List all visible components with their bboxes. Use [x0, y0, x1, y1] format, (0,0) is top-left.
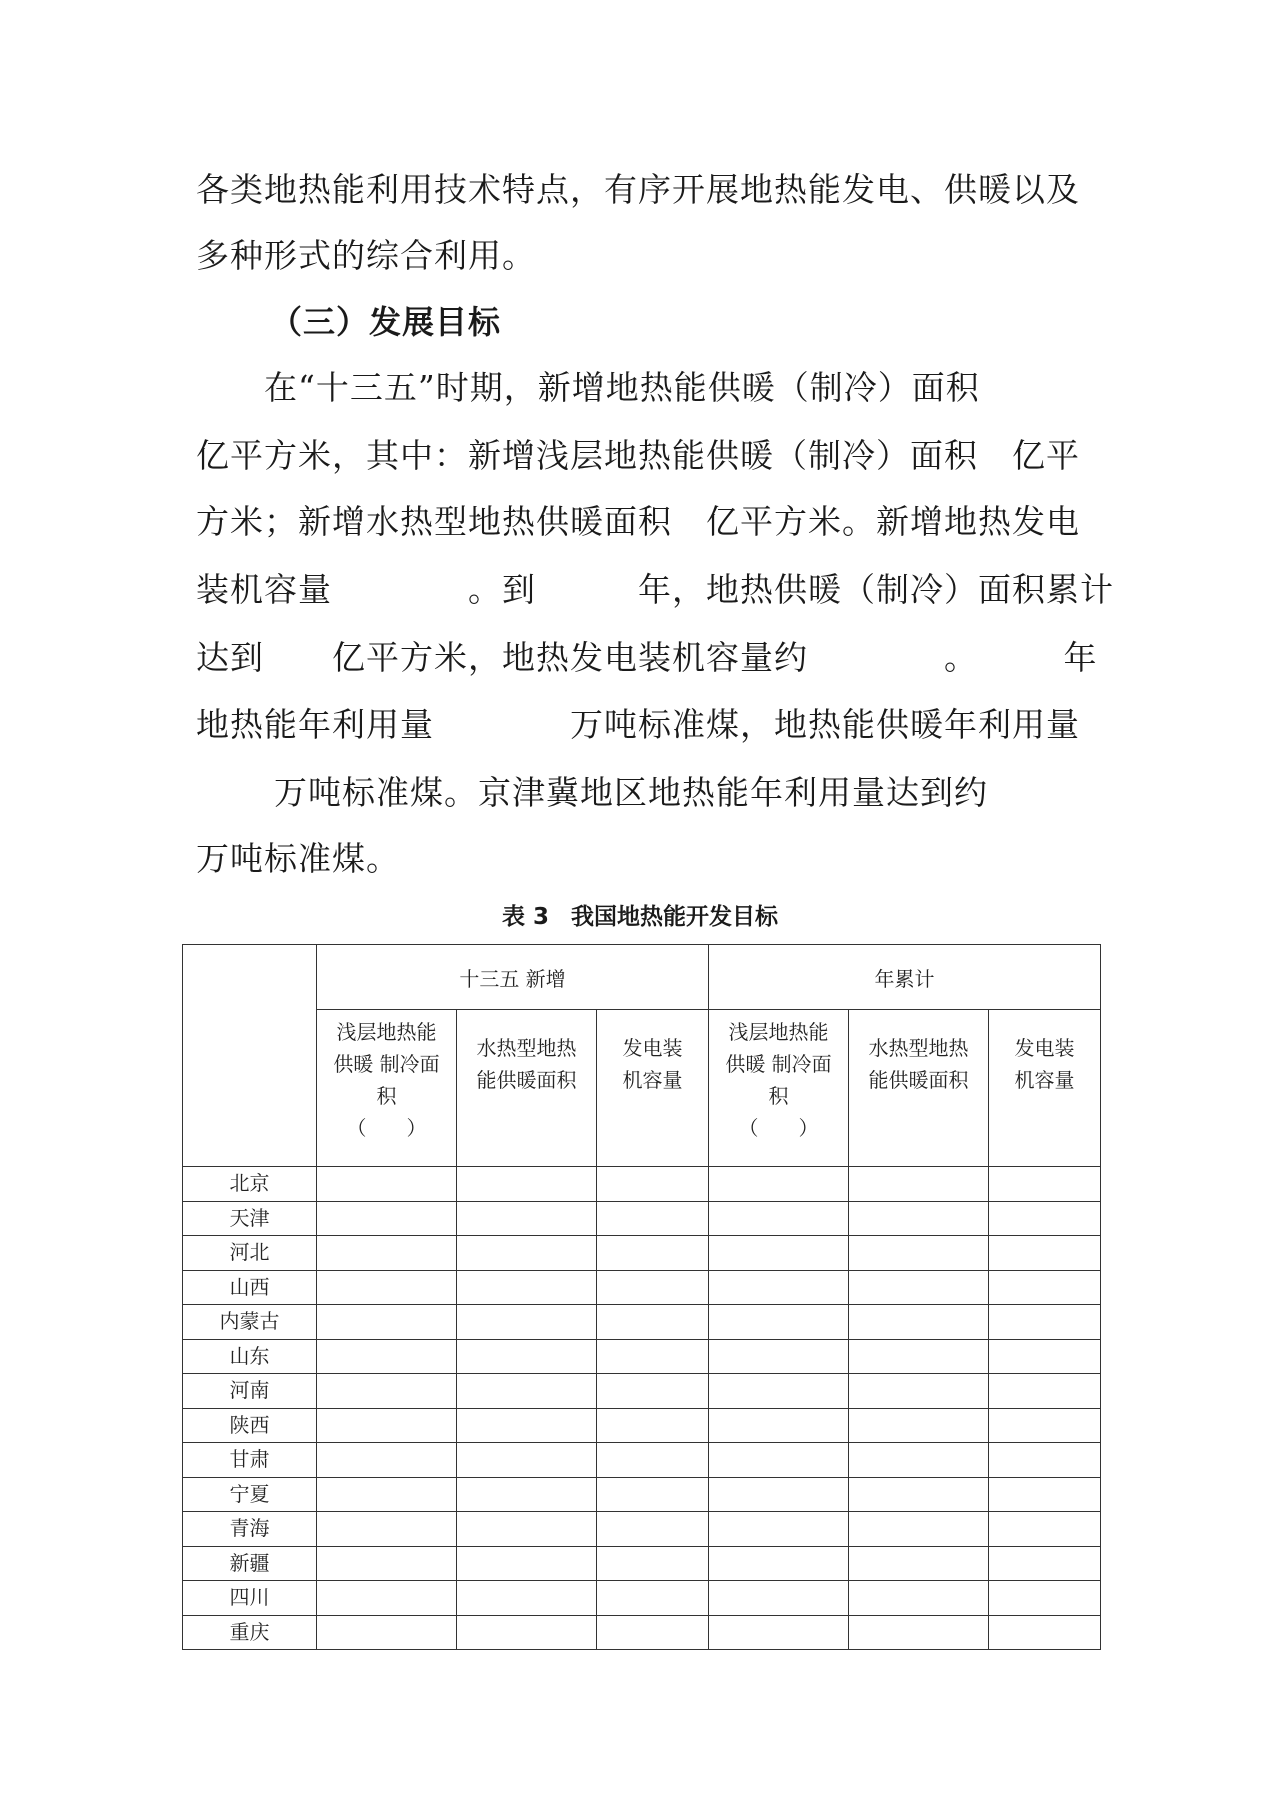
value-cell [709, 1512, 849, 1547]
region-cell: 甘肃 [183, 1443, 317, 1478]
group-header-new: 十三五 新增 [317, 945, 709, 1010]
region-cell: 河北 [183, 1236, 317, 1271]
table-row [183, 1477, 1101, 1512]
value-cell [849, 1408, 989, 1443]
value-cell [709, 1201, 849, 1236]
value-cell [849, 1581, 989, 1616]
value-cell [457, 1201, 597, 1236]
region-cell: 内蒙古 [183, 1305, 317, 1340]
value-cell [597, 1236, 709, 1271]
value-cell [849, 1615, 989, 1650]
value-cell [709, 1615, 849, 1650]
value-cell [989, 1477, 1101, 1512]
value-cell [457, 1270, 597, 1305]
value-cell [849, 1546, 989, 1581]
value-cell [709, 1408, 849, 1443]
value-cell [597, 1443, 709, 1478]
value-cell [709, 1339, 849, 1374]
value-cell [849, 1339, 989, 1374]
body-line-1: 各类地热能利用技术特点，有序开展地热能发电、供暖以及 [196, 170, 1080, 209]
value-cell [597, 1339, 709, 1374]
value-cell [317, 1408, 457, 1443]
body-line-2: 多种形式的综合利用。 [196, 236, 536, 275]
value-cell [849, 1270, 989, 1305]
sub-header-label: 发电装机容量 [622, 1036, 683, 1092]
table-row [183, 1236, 1101, 1271]
value-cell [317, 1581, 457, 1616]
value-cell [597, 1167, 709, 1202]
value-cell [709, 1443, 849, 1478]
value-cell [457, 1581, 597, 1616]
value-cell [597, 1270, 709, 1305]
sub-header-label: 发电装机容量 [1014, 1036, 1075, 1092]
value-cell [849, 1512, 989, 1547]
value-cell [597, 1408, 709, 1443]
value-cell [457, 1408, 597, 1443]
value-cell [317, 1236, 457, 1271]
value-cell [317, 1546, 457, 1581]
value-cell [597, 1477, 709, 1512]
region-cell: 天津 [183, 1201, 317, 1236]
value-cell [989, 1408, 1101, 1443]
sub-header-power-new [597, 1010, 709, 1167]
value-cell [317, 1167, 457, 1202]
value-cell [989, 1615, 1101, 1650]
value-cell [849, 1443, 989, 1478]
value-cell [597, 1615, 709, 1650]
value-cell [709, 1546, 849, 1581]
para-line-6: 地热能年利用量 万吨标准煤，地热能供暖年利用量 [196, 705, 1080, 744]
sub-header-label: 浅层地热能供暖 制冷面积 [725, 1020, 832, 1108]
region-cell: 山西 [183, 1270, 317, 1305]
value-cell [709, 1305, 849, 1340]
table-sub-header-row [183, 1010, 1101, 1167]
sub-header-hydro-cum [849, 1010, 989, 1167]
table-group-header-row [183, 945, 1101, 1010]
value-cell [597, 1201, 709, 1236]
value-cell [317, 1477, 457, 1512]
table-row [183, 1167, 1101, 1202]
region-cell: 青海 [183, 1512, 317, 1547]
value-cell [709, 1374, 849, 1409]
value-cell [317, 1270, 457, 1305]
geothermal-targets-table [182, 944, 1101, 1650]
value-cell [849, 1477, 989, 1512]
value-cell [709, 1477, 849, 1512]
value-cell [989, 1546, 1101, 1581]
table-row [183, 1270, 1101, 1305]
value-cell [457, 1546, 597, 1581]
value-cell [597, 1374, 709, 1409]
value-cell [709, 1581, 849, 1616]
value-cell [989, 1581, 1101, 1616]
value-cell [457, 1305, 597, 1340]
region-cell: 四川 [183, 1581, 317, 1616]
value-cell [849, 1305, 989, 1340]
value-cell [989, 1443, 1101, 1478]
section-heading: （三）发展目标 [270, 303, 502, 341]
value-cell [989, 1201, 1101, 1236]
table-row [183, 1374, 1101, 1409]
value-cell [457, 1443, 597, 1478]
value-cell [597, 1546, 709, 1581]
region-cell: 山东 [183, 1339, 317, 1374]
value-cell [317, 1305, 457, 1340]
table-caption-number: 表 3 [501, 904, 549, 930]
value-cell [457, 1339, 597, 1374]
para-line-1: 在“十三五”时期，新增地热能供暖（制冷）面积 [264, 368, 980, 407]
value-cell [457, 1167, 597, 1202]
value-cell [849, 1201, 989, 1236]
para-line-3: 方米；新增水热型地热供暖面积 亿平方米。新增地热发电 [196, 502, 1080, 541]
sub-header-label: 浅层地热能供暖 制冷面积 [333, 1020, 440, 1108]
value-cell [317, 1615, 457, 1650]
region-cell: 陕西 [183, 1408, 317, 1443]
table-row [183, 1443, 1101, 1478]
region-header-cell [183, 945, 317, 1167]
value-cell [989, 1339, 1101, 1374]
region-cell: 宁夏 [183, 1477, 317, 1512]
sub-header-shallow-cum [709, 1010, 849, 1167]
value-cell [709, 1270, 849, 1305]
para-line-8: 万吨标准煤。 [196, 839, 400, 878]
value-cell [457, 1236, 597, 1271]
value-cell [457, 1374, 597, 1409]
value-cell [989, 1305, 1101, 1340]
value-cell [989, 1236, 1101, 1271]
sub-header-label: 水热型地热能供暖面积 [868, 1036, 969, 1092]
value-cell [849, 1236, 989, 1271]
region-cell: 新疆 [183, 1546, 317, 1581]
region-cell: 北京 [183, 1167, 317, 1202]
value-cell [989, 1512, 1101, 1547]
group-header-cumulative: 年累计 [709, 945, 1101, 1010]
sub-header-power-cum [989, 1010, 1101, 1167]
para-line-4: 装机容量 。到 年，地热供暖（制冷）面积累计 [196, 570, 1114, 609]
table-row [183, 1581, 1101, 1616]
value-cell [317, 1374, 457, 1409]
sub-header-shallow-new [317, 1010, 457, 1167]
value-cell [317, 1443, 457, 1478]
table-row [183, 1201, 1101, 1236]
value-cell [709, 1167, 849, 1202]
value-cell [317, 1339, 457, 1374]
table-row [183, 1615, 1101, 1650]
region-cell: 重庆 [183, 1615, 317, 1650]
region-cell: 河南 [183, 1374, 317, 1409]
unit-placeholder: （ ） [738, 1116, 819, 1140]
value-cell [989, 1374, 1101, 1409]
table-caption-title: 我国地热能开发目标 [571, 904, 778, 930]
value-cell [989, 1270, 1101, 1305]
para-line-2: 亿平方米，其中：新增浅层地热能供暖（制冷）面积 亿平 [196, 436, 1080, 475]
table-caption [0, 902, 1280, 932]
value-cell [597, 1305, 709, 1340]
table-row [183, 1339, 1101, 1374]
para-line-5: 达到 亿平方米，地热发电装机容量约 。 年 [196, 638, 1098, 677]
value-cell [597, 1581, 709, 1616]
sub-header-label: 水热型地热能供暖面积 [476, 1036, 577, 1092]
value-cell [457, 1615, 597, 1650]
value-cell [849, 1167, 989, 1202]
value-cell [457, 1477, 597, 1512]
value-cell [989, 1167, 1101, 1202]
table-body [183, 1167, 1101, 1650]
value-cell [317, 1201, 457, 1236]
value-cell [317, 1512, 457, 1547]
value-cell [709, 1236, 849, 1271]
table-row [183, 1408, 1101, 1443]
value-cell [597, 1512, 709, 1547]
para-line-7: 万吨标准煤。京津冀地区地热能年利用量达到约 [274, 773, 988, 812]
value-cell [849, 1374, 989, 1409]
sub-header-hydro-new [457, 1010, 597, 1167]
table-row [183, 1546, 1101, 1581]
table-row [183, 1305, 1101, 1340]
value-cell [457, 1512, 597, 1547]
table-row [183, 1512, 1101, 1547]
unit-placeholder: （ ） [346, 1116, 427, 1140]
